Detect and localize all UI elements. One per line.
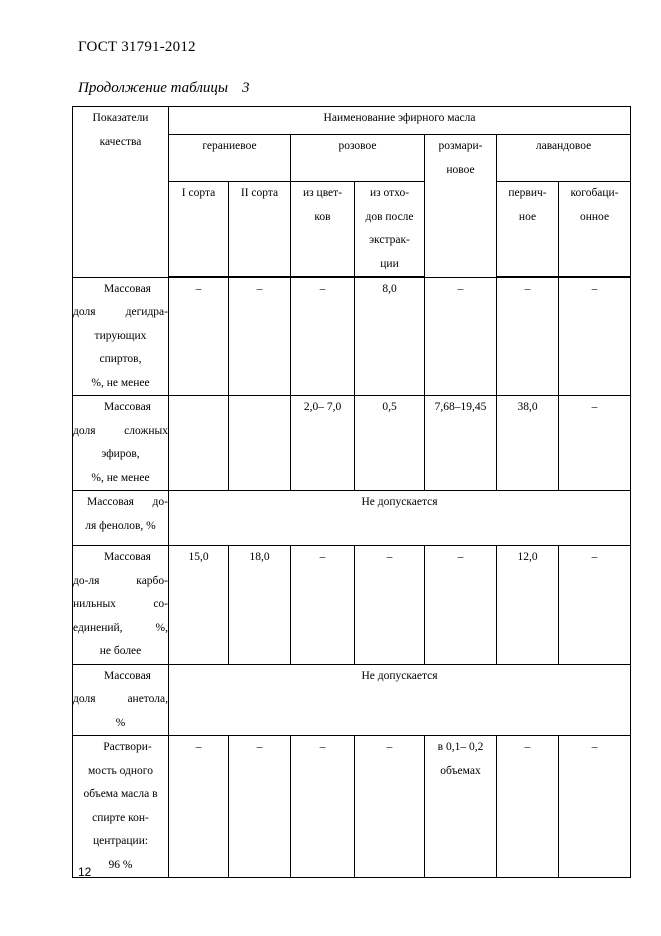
table-caption xyxy=(78,80,250,97)
row-label-line: объема масла в xyxy=(83,788,158,800)
cell-value xyxy=(229,396,291,491)
cell-value: – xyxy=(559,736,631,878)
row-label xyxy=(73,664,169,736)
row-label-line: до-ля карбо- xyxy=(73,574,168,587)
row-label-line: доля дегидра- xyxy=(73,306,168,318)
standard-code: ГОСТ 31791-2012 xyxy=(78,39,196,55)
row-label xyxy=(73,491,169,546)
subcol-lavender-cohobation xyxy=(559,182,631,278)
row-label-line: Массовая xyxy=(104,282,151,295)
row-label-line: Массовая xyxy=(104,669,151,682)
row-label xyxy=(73,277,169,396)
cell-value: – xyxy=(497,277,559,396)
cell-value: 38,0 xyxy=(497,396,559,491)
cell-value: 2,0– 7,0 xyxy=(291,396,355,491)
cell-value: 8,0 xyxy=(355,277,425,396)
cell-value: – xyxy=(169,277,229,396)
subcol-line: из отхо- xyxy=(369,187,410,199)
oil-lavender-header: лавандовое xyxy=(497,135,631,182)
cell-value: – xyxy=(229,736,291,878)
row-label-line: Массовая xyxy=(104,401,151,413)
row-label xyxy=(73,736,169,878)
subcol-line: экстрак- xyxy=(369,234,410,246)
cell-value: – xyxy=(291,277,355,396)
group-header: Наименование эфирного масла xyxy=(169,107,631,135)
indicator-header-line: качества xyxy=(99,135,142,148)
subcol-grade1: I сорта xyxy=(169,182,229,278)
merged-value: Не допускается xyxy=(169,664,631,736)
row-label-line: мость одного xyxy=(88,764,153,777)
cell-value: – xyxy=(559,277,631,396)
subcol-rose-waste xyxy=(355,182,425,278)
subcol-line: ции xyxy=(380,257,399,270)
table-row xyxy=(73,396,631,491)
merged-value: Не допускается xyxy=(169,491,631,546)
row-label xyxy=(73,396,169,491)
caption-number: 3 xyxy=(242,80,250,96)
row-label-line: тирующих xyxy=(94,329,147,342)
subcol-line: ное xyxy=(518,210,537,223)
oil-geranium-header: гераниевое xyxy=(169,135,291,182)
oil-rose-header: розовое xyxy=(291,135,425,182)
quality-table xyxy=(72,106,631,878)
row-label-line: единений, %, xyxy=(73,621,168,634)
cell-value: 7,68–19,45 xyxy=(425,396,497,491)
row-label-line: не более xyxy=(99,645,142,657)
cell-value: 15,0 xyxy=(169,546,229,665)
cell-value: – xyxy=(559,546,631,665)
table-row xyxy=(73,664,631,736)
cell-value xyxy=(169,396,229,491)
subcol-line: онное xyxy=(580,210,610,223)
row-label-line: % xyxy=(115,716,126,729)
row-label-line: Раствори- xyxy=(103,741,152,753)
table-row xyxy=(73,277,631,396)
subcol-line: когобаци- xyxy=(570,187,619,199)
cell-value xyxy=(425,736,497,878)
table-row xyxy=(73,736,631,878)
cell-value: 18,0 xyxy=(229,546,291,665)
cell-value: – xyxy=(229,277,291,396)
row-label-line: доля сложных xyxy=(73,424,168,437)
row-label-line: %, не менее xyxy=(91,376,150,389)
cell-value: – xyxy=(355,736,425,878)
subcol-line: из цвет- xyxy=(302,187,343,199)
row-label-line: ля фенолов, % xyxy=(85,519,156,532)
row-label-line: спиртов, xyxy=(99,353,142,365)
row-label-line: Массовая xyxy=(104,551,151,563)
cell-value: – xyxy=(291,736,355,878)
cell-value: – xyxy=(425,546,497,665)
rosemary-line: розмари- xyxy=(438,140,483,152)
cell-value-line: объемах xyxy=(440,764,481,777)
header-row-1 xyxy=(73,107,631,135)
cell-value: – xyxy=(497,736,559,878)
cell-value: – xyxy=(425,277,497,396)
row-label-line: нильных со- xyxy=(73,598,168,610)
row-label-line: Массовая до- xyxy=(87,496,168,508)
row-label-line: 96 % xyxy=(108,858,133,871)
cell-value: 12,0 xyxy=(497,546,559,665)
table-row xyxy=(73,491,631,546)
cell-value: – xyxy=(355,546,425,665)
cell-value-line: в 0,1– 0,2 xyxy=(437,741,484,753)
rosemary-line: новое xyxy=(446,163,475,176)
indicator-header xyxy=(73,107,169,278)
row-label-line: эфиров, xyxy=(101,448,140,460)
row-label-line: центрации: xyxy=(92,835,149,847)
page-number: 12 xyxy=(78,865,92,879)
subcol-line: первич- xyxy=(508,187,547,199)
subcol-rose-flowers xyxy=(291,182,355,278)
cell-value: – xyxy=(559,396,631,491)
row-label-line: доля анетола, xyxy=(73,693,168,705)
subcol-line: ков xyxy=(314,210,331,223)
row-label xyxy=(73,546,169,665)
cell-value: 0,5 xyxy=(355,396,425,491)
oil-rosemary-header xyxy=(425,135,497,278)
row-label-line: спирте кон- xyxy=(92,811,149,824)
cell-value: – xyxy=(169,736,229,878)
row-label-line: %, не менее xyxy=(91,471,150,484)
table-row xyxy=(73,546,631,665)
indicator-header-line: Показатели xyxy=(92,112,149,124)
cell-value: – xyxy=(291,546,355,665)
subcol-lavender-primary xyxy=(497,182,559,278)
subcol-line: дов после xyxy=(365,210,414,223)
caption-text: Продолжение таблицы xyxy=(78,80,229,96)
subcol-grade2: II сорта xyxy=(229,182,291,278)
